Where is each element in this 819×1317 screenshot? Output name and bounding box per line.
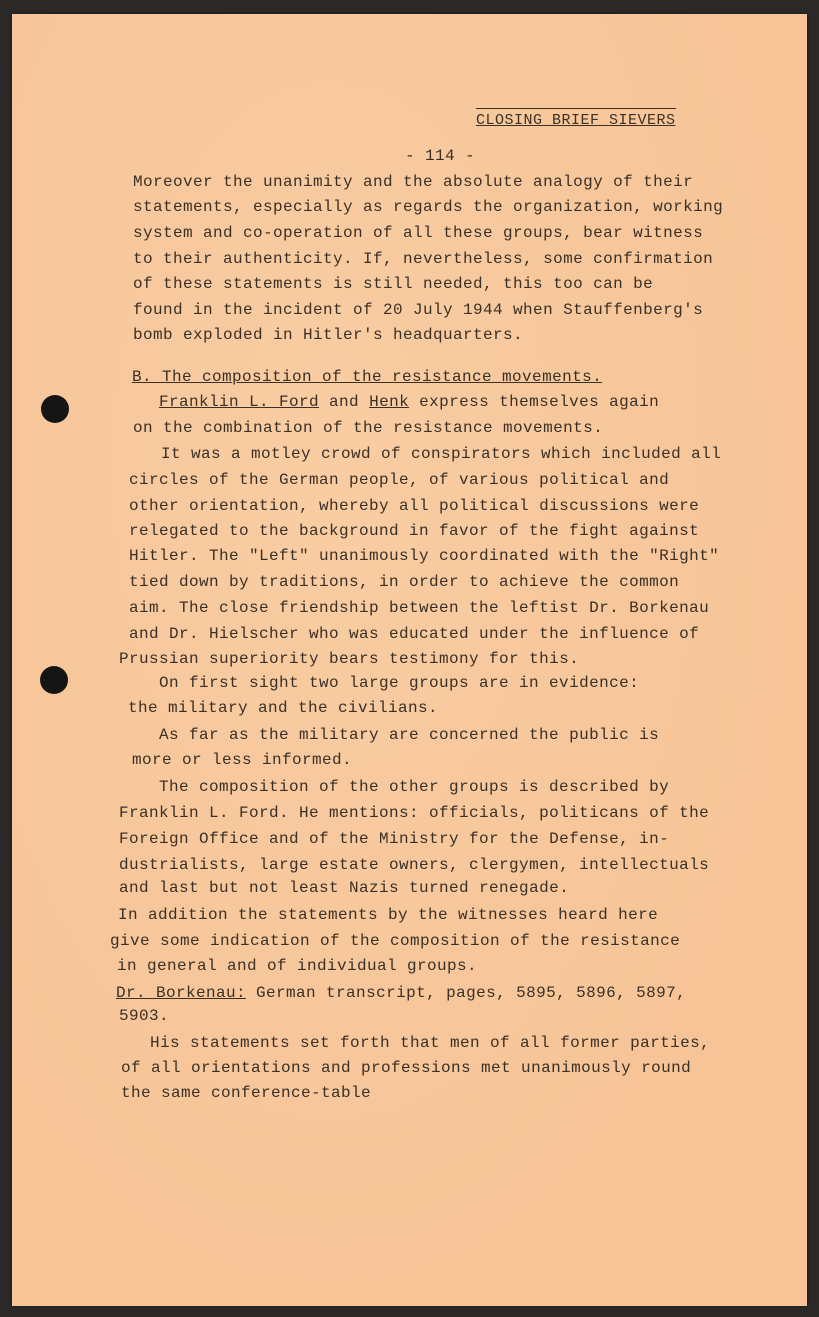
text-line: bomb exploded in Hitler's headquarters. [133,326,524,344]
punch-hole-lower [40,666,68,694]
author-name: Henk [369,393,410,411]
text-line: Franklin L. Ford. He mentions: officials, politicans of the [119,804,710,822]
witness-name: Dr. Borkenau: [116,984,247,1002]
text-line: On first sight two large groups are in evidence: [159,674,640,692]
text-line: other orientation, whereby all political discussions were [129,497,700,515]
text-line: Moreover the unanimity and the absolute analogy of their [133,173,694,191]
text-fragment: express themselves again [419,393,660,411]
text-line: As far as the military are concerned the public is [159,726,660,744]
text-line: system and co-operation of all these groups, bear witness [133,224,704,242]
text-line: of these statements is still needed, this too can be [133,275,654,293]
text-line: aim. The close friendship between the leftist Dr. Borkenau [129,599,710,617]
text-line: circles of the German people, of various political and [129,471,670,489]
text-line: relegated to the background in favor of the fight against [129,522,700,540]
text-line: Prussian superiority bears testimony for this. [119,650,580,668]
text-line: In addition the statements by the witnesses heard here [118,906,659,924]
text-line: found in the incident of 20 July 1944 when Stauffenberg's [133,301,704,319]
text-line: of all orientations and professions met unanimously round [121,1059,692,1077]
section-heading: B. The composition of the resistance movements. [132,368,603,386]
punch-hole-upper [41,395,69,423]
transcript-reference: German transcript, pages, 5895, 5896, 5897, [256,984,687,1002]
text-line: dustrialists, large estate owners, clergymen, intellectuals [119,856,710,874]
text-line: statements, especially as regards the organization, working [133,198,724,216]
text-fragment: and [329,393,360,411]
text-line: His statements set forth that men of all former parties, [150,1034,711,1052]
text-line: and last but not least Nazis turned renegade. [119,879,570,897]
page-number: - 114 - [405,147,476,165]
document-heading: CLOSING BRIEF SIEVERS [476,112,676,129]
text-line [159,392,659,412]
text-line: Hitler. The "Left" unanimously coordinated with the "Right" [129,547,720,565]
text-line: The composition of the other groups is described by [159,778,670,796]
text-line: and Dr. Hielscher who was educated under the influence of [129,625,700,643]
text-line: on the combination of the resistance movements. [133,419,604,437]
text-line: to their authenticity. If, nevertheless, some confirmation [133,250,714,268]
text-line: give some indication of the composition of the resistance [110,932,681,950]
text-line [116,983,686,1003]
author-name: Franklin L. Ford [159,393,320,411]
text-line: more or less informed. [132,751,353,769]
text-line: the same conference-table [121,1084,372,1102]
text-line: tied down by traditions, in order to achieve the common [129,573,680,591]
text-line: in general and of individual groups. [117,957,478,975]
text-line: 5903. [119,1007,170,1025]
text-line: the military and the civilians. [128,699,439,717]
text-line: It was a motley crowd of conspirators which included all [161,445,722,463]
text-line: Foreign Office and of the Ministry for the Defense, in- [119,830,670,848]
